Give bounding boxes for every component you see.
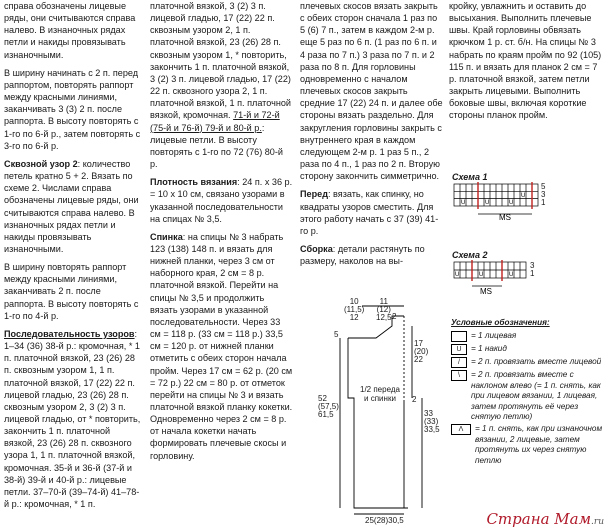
repeat-text-1: В ширину начинать с 2 п. перед раппортом, повторять раппорт между красными линиями, заканчивать 3 (3) 2 п. после раппорта. В высоту повторять с 1-го по 6-й р., затем повторять с 3-го по 6-й р. <box>4 67 141 151</box>
legend-item <box>451 331 609 342</box>
k2tog-symbol: / <box>451 357 467 368</box>
rows-71-rest: : лицевые петли. В высоту повторять с 1-го по 72 (76) 80-й р. <box>150 122 283 170</box>
rows-71-text: 71-й и 72-й (75-й и 76-й) 79-й и 80-й р. <box>150 110 280 133</box>
repeat-text-2: В ширину повторять раппорт между красными линиями, заканчивать 2 п. после раппорта. В высоту повторять с 1-го по 4-й р. <box>4 262 139 321</box>
dim-right-c: 22 <box>414 355 423 364</box>
watermark-domain: .ru <box>591 517 604 527</box>
dim-small-top: 2 <box>392 312 397 321</box>
schema1-row-3: 3 <box>541 190 546 199</box>
assembly-text: : детали растянуть по размеру, наколов на вы- <box>300 243 425 267</box>
svg-text:U: U <box>509 272 514 278</box>
text-column-3 <box>300 0 443 267</box>
dim-top1-a: 11 <box>379 297 388 306</box>
front-para <box>300 188 443 237</box>
piece-label-1: 1/2 переда <box>360 385 400 394</box>
dim-small-left: 5 <box>334 330 339 339</box>
dim-top1 <box>376 298 392 322</box>
dim-top2-a: 10 <box>349 297 359 306</box>
legend-item-text: = 2 п. провязать вместе лицевой <box>471 357 602 367</box>
schema2-ms-label: MS <box>480 287 492 296</box>
schema1-ms-label: MS <box>499 213 511 222</box>
legend-item-text: = 1 лицевая <box>471 331 517 341</box>
dim-top2-c: 12 <box>349 313 359 322</box>
col3-top-text: плечевых скосов вязать закрыть с обеих сторон сначала 1 раз по 5 (6) 7 п., затем в каждом 2-м р. еще 5 раз по 6 п. (1 раз по 6 п. и 4 раза по 7 п.) 3 раза по 7 п. и 2 раза по 8 п. Для горловины одновременно с началом плечевых скосов закрыть средние 17 (22) 24 п. и далее обе стороны вязать раздельно. Для закругления горловины закрыть с внутреннего края в каждом следующем 2-м р. 1 раз 5 п., 2 раза по 4 п., 1 раз по 2 п. Вторую сторону закончить симметрично. <box>300 1 443 182</box>
dim-left <box>318 395 339 419</box>
legend-item <box>451 370 609 422</box>
dim-side-a: 33 <box>424 409 433 418</box>
svg-text:U: U <box>485 200 490 206</box>
dim-right-a: 17 <box>414 339 423 348</box>
ssk-symbol: \ <box>451 370 467 381</box>
dim-right <box>414 340 428 364</box>
text-column-2 <box>150 0 293 462</box>
schema2-row-labels <box>530 262 534 278</box>
schema2-diagram <box>450 260 540 300</box>
dim-left-c: 61,5 <box>318 410 334 419</box>
svg-text:U: U <box>461 200 466 206</box>
col2-top-text: платочной вязкой, 3 (2) 3 п. лицевой гладью, 17 (22) 22 п. сквозным узором 2, 1 п. платочной вязкой, 23 (26) 28 п. сквозным узором 1, * повторить, закончить 1 п. платочной вязкой, 3 (2) 3 п. лицевой гладью, 17 (22) 22 п. сквозного узора 2, 1 п. платочной вязкой, 1 п. платочной вязкой, кромочная. <box>150 1 291 121</box>
front-title: Перед <box>300 189 328 200</box>
piece-label-2: и спинки <box>364 394 396 403</box>
legend-item-text: = 1 накид <box>471 344 507 354</box>
svg-text:U: U <box>509 200 514 206</box>
dim-bottom: 25(28)30,5 <box>365 516 404 525</box>
site-watermark <box>486 510 604 528</box>
front-text: : вязать, как спинку, но квадраты узоров сместить. Для этого работу начать с 37 (39) 41-го р. <box>300 189 439 236</box>
dim-top1-c: 12,5 <box>376 313 392 322</box>
svg-text:U: U <box>479 272 484 278</box>
col2-top-para <box>150 0 293 170</box>
legend-item <box>451 357 609 368</box>
back-title: Спинка <box>150 231 183 242</box>
schema1-row-5: 5 <box>541 182 546 191</box>
legend-item-text: = 2 п. провязать вместе с наклоном влево (= 1 п. снять, как при лицевом вязании, 1 лицевая, затем протянуть её через снятую петлю) <box>471 370 601 422</box>
assembly-title: Сборка <box>300 243 333 254</box>
text-column-4 <box>449 0 606 122</box>
back-para <box>150 231 293 462</box>
schema2-row-3: 3 <box>530 261 535 270</box>
svg-text:U: U <box>455 272 460 278</box>
dim-side <box>424 410 440 434</box>
density-text: : 24 п. х 36 р. = 10 х 10 см, связано узорами в указанной последовательности на спицах № 3,5. <box>150 177 293 224</box>
density-para <box>150 176 293 225</box>
knit-symbol <box>451 331 467 342</box>
watermark-name: Страна Мам <box>486 510 592 528</box>
dim-top1-b: (12) <box>376 305 391 314</box>
schema2-title: Схема 2 <box>452 250 488 260</box>
dim-left-b: (57,5) <box>318 402 339 411</box>
legend-title: Условные обозначения: <box>451 318 550 327</box>
dim-top2-b: (11,5) <box>344 305 365 314</box>
col4-top-text: кройку, увлажнить и оставить до высыхания. Выполнить плечевые швы. Край горловины обвязать крючком 1 р. ст. б/н. На спицы № 3 набрать по краям пройм по 92 (105) 115 п. и вязать для планок 2 см = 7 р. платочной вязкой, затем петли закрыть лицевыми. Выполнить боковые швы, включая короткие стороны планок пройм. <box>449 1 602 121</box>
sequence-title: Последовательность узоров <box>4 328 135 339</box>
sequence-para <box>4 328 142 510</box>
sequence-text: : 1–34 (36) 38-й р.: кромочная, * 1 п. платочной вязкой, 23 (26) 28 п. сквозным узором 1, 1 п. платочной вязкой, 17 (22) 22 п. лицевой гладью, 23 (26) 28 п. сквозным узором 2, 3 (2) 3 п. лицевой гладью, от * повторить, закончить 1 п. платочной вязкой, 23 (26) 28 п. сквозного узора 1, 1 п. платочной вязкой, кромочная. 35-й и 36-й (37-й и 38-й) 39-й и 40-й р.: лицевые петли. 37–70-й (39–74-й) 41–78-й р.: кромочная, * 1 п. <box>4 328 141 510</box>
schema1-row-labels <box>541 183 545 207</box>
dim-top2 <box>344 298 364 322</box>
piece-label <box>360 385 400 403</box>
dim-left-a: 52 <box>318 394 327 403</box>
dim-side-c: 33,5 <box>424 425 440 434</box>
schema2-row-1: 1 <box>530 269 535 278</box>
dim-small-mid: 2 <box>412 395 417 404</box>
back-text: : на спицы № 3 набрать 123 (138) 148 п. и вязать для нижней планки, через 3 см от наборного края, 2 см = 8 р. платочной вязкой. Перейти на спицы № 3,5 и продолжить вязать узорами в указанной последовательности. Через 33 см = 118 р. (33 см = 118 р.) 33,5 см = 120 р. от нижней планки отметить с обеих сторон начала пройм. Через 17 см = 62 р. (20 см = 72 р.) 22 см = 80 р. от отметок перейти на спицы № 3 и вязать платочной вязкой планку кокетки. Одновременно через 2 см = 8 р. от начала кокетки начать формировать плечевые скосы и горловину. <box>150 231 293 461</box>
text-column-1 <box>4 0 142 510</box>
dim-right-b: (20) <box>414 347 429 356</box>
pattern2-title: Сквозной узор 2 <box>4 158 78 169</box>
schema1-diagram <box>450 182 550 222</box>
density-title: Плотность вязания <box>150 177 238 188</box>
schema1-title: Схема 1 <box>452 172 488 182</box>
pattern2-para <box>4 158 142 255</box>
yarn-over-symbol: U <box>451 344 467 355</box>
assembly-para <box>300 243 443 267</box>
legend-item <box>451 344 609 355</box>
dim-side-b: (33) <box>424 417 439 426</box>
schema1-row-1: 1 <box>541 198 546 207</box>
pattern-outline <box>348 338 408 508</box>
intro-text: справа обозначены лицевые ряды, они считываются справа налево. В изнаночных рядах петли и накиды провязывать изнаночными. <box>4 1 136 60</box>
slip-pass-symbol: Λ <box>451 424 471 435</box>
legend-item-text: = 1 п. снять, как при изнаночном вязании, 2 лицевые, затем протянуть их через снятую петлю <box>475 424 603 465</box>
svg-text:U: U <box>521 193 526 199</box>
legend <box>451 318 609 468</box>
legend-item <box>451 424 609 466</box>
pattern2-text: : количество петель кратно 5 + 2. Вязать по схеме 2. Числами справа обозначены лицевые ряды, они считываются справа налево. В изнаночных рядах петли и накиды провязывать изнаночными. <box>4 158 139 254</box>
